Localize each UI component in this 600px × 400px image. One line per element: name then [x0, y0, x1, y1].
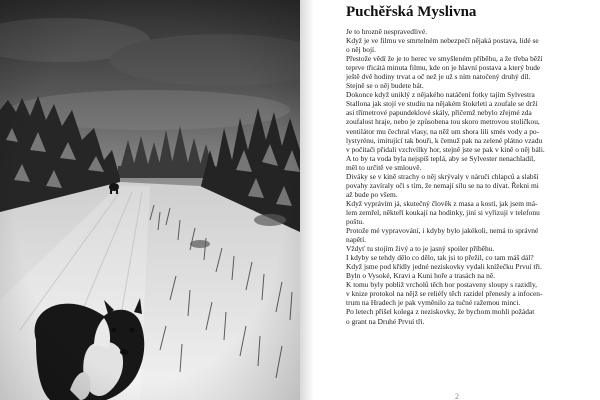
text-line: Je to hrozně nespravedlivé. — [346, 27, 427, 36]
text-line: Byln o Vysoké, Kravi a Kuni hoře a trasách na ně. — [346, 271, 496, 281]
text-line: ještě dvě hodiny trvat a oč než je už s ním natočený druhý díl. — [346, 72, 531, 82]
text-line: napětí. — [346, 235, 367, 245]
text-line: Když jsme pod křídly jedné neziskovky vydali knížečku Prvuí tři. — [346, 262, 542, 272]
text-line: Když vyprávím já, skutečný člověk z masa a kostí, jak jsem má- — [346, 198, 538, 208]
text-line: Stejně se o něj budete bát. — [346, 81, 424, 91]
text-line: Přestože vědí že je to herec ve smyšleném příběhu, a že třeba běží — [346, 54, 543, 64]
body-text — [346, 27, 592, 326]
text-line: teprve třicátá minuta filmu, kde on je hlavní postava a který bude — [346, 63, 541, 73]
text-line: trum na Hradech je pak vyměnilo za tučné ražemou minci. — [346, 298, 521, 308]
chapter-title: Puchěřská Myslivna — [346, 4, 477, 20]
text-line: Protože mé vypravování, i kdyby bylo jakékoli, nemá to správné — [346, 226, 539, 236]
text-line: Když je ve filmu ve smrtelném nebezpečí nějaká postava, lidé se — [346, 36, 539, 46]
text-line: v knize protokol na nějž se reliéfy těch razidel přenesly a infocen- — [346, 289, 543, 299]
text-line: o grant na Druhé Prvuí tři. — [346, 316, 425, 326]
text-line: poštu. — [346, 216, 364, 226]
text-line: až bude po všem. — [346, 189, 398, 199]
text-line: Dokonce když uniklý z nějakého natáčení fotky tajím Sylvestra — [346, 90, 535, 100]
text-line: Vždyť tu stojím živý a to je jasný spoiler příběhu. — [346, 244, 495, 254]
text-line: v počítači přidali vzchvílky hor, stejně jste se pak v kině o něj báli. — [346, 144, 545, 154]
text-line: Diváky se v kině strachy o něj skrývaly v náruči chlapců a slabší — [346, 171, 539, 181]
text-line: zoufalost hraje, nebo je způsobena tou skoro metrovou stoličkou, — [346, 117, 540, 127]
text-line: lem zemřel, někteří koukají na hodinky, jiní si vyřizují v telefonu — [346, 207, 540, 217]
text-line: ventilátor mu čechral vlasy, na něž um shora lili smés vody a po- — [346, 126, 540, 136]
text-line: Po letech přišel kolega z neziskovky, že bychom mohli požádat — [346, 307, 535, 317]
book-gutter — [300, 0, 314, 400]
text-line: asi třímetrové papundeklové skály, přičemž nebylo zřejmé zda — [346, 108, 532, 118]
text-line: I kdyby se tehdy dělo co dělo, tak jsi to přežil, co tam máš dál? — [346, 253, 534, 263]
text-line: Stallona jak stojí ve studiu na nějakém štokrleti a zoufale se drží — [346, 99, 538, 109]
text-line: A to by ta voda byla nejspíš teplá, aby se Sylvester nenachladil, — [346, 153, 536, 163]
text-line: měl to určitě ve smlouvě. — [346, 162, 422, 172]
text-line: povahy zavíraly oči s tím, že nemají sílu se na to dívat. Řekni mi — [346, 180, 539, 190]
text-page — [318, 0, 596, 400]
text-line: K tomu byly pobliž vrcholů těch hor postaveny sloupy s razidly, — [346, 280, 538, 290]
page-number: 2 — [455, 392, 459, 400]
text-line: lystyrénu, imitující tak bouři, k čemuž pak na zelené plátno vzadu — [346, 135, 543, 145]
text-line: o něj bojí. — [346, 45, 376, 55]
